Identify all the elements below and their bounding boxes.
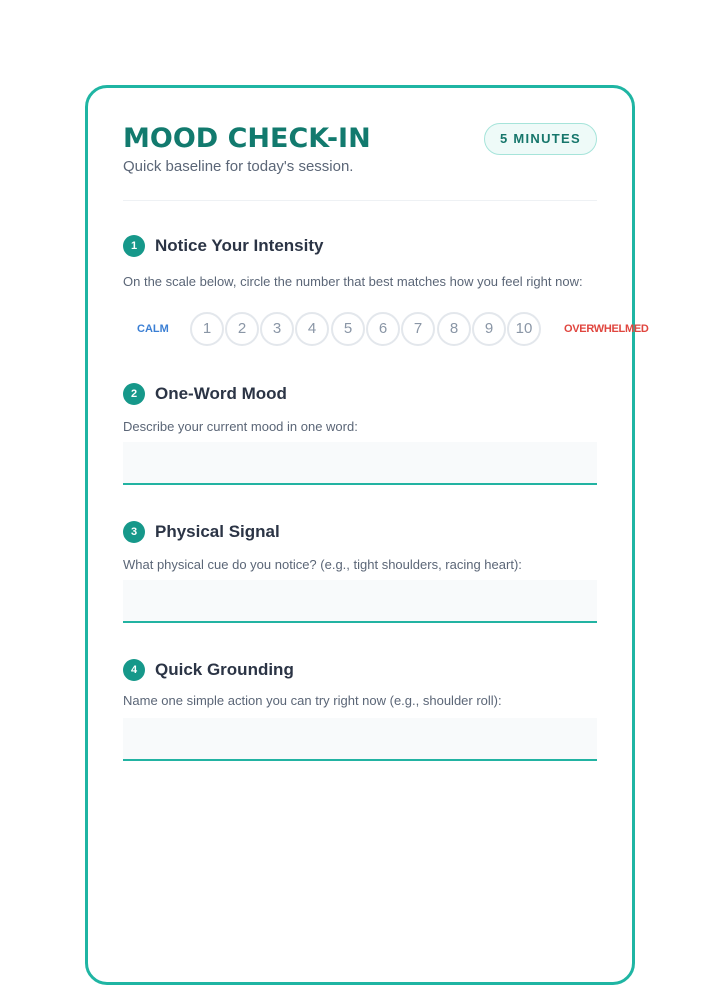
scale-option-7[interactable]: 7 [401, 312, 435, 346]
section-title: Notice Your Intensity [155, 236, 324, 255]
step-number-badge: 2 [123, 383, 145, 405]
grounding-action-answer-field[interactable] [123, 718, 597, 761]
worksheet-header [123, 122, 597, 201]
scale-option-9[interactable]: 9 [472, 312, 506, 346]
page-subtitle: Quick baseline for today's session. [123, 158, 354, 175]
section-title: Quick Grounding [155, 660, 294, 679]
section-header [123, 382, 597, 406]
section-quick-grounding [123, 658, 597, 708]
section-title: Physical Signal [155, 522, 280, 541]
step-number-badge: 3 [123, 521, 145, 543]
step-number-badge: 1 [123, 235, 145, 257]
duration-badge: 5 MINUTES [484, 123, 597, 155]
scale-option-1[interactable]: 1 [190, 312, 224, 346]
scale-high-label: OVERWHELMED [564, 323, 649, 335]
scale-option-4[interactable]: 4 [295, 312, 329, 346]
scale-option-3[interactable]: 3 [260, 312, 294, 346]
section-intensity [123, 234, 649, 337]
scale-option-6[interactable]: 6 [366, 312, 400, 346]
page-title: MOOD CHECK-IN [123, 123, 371, 154]
section-physical-signal [123, 520, 597, 572]
section-prompt: Name one simple action you can try right now (e.g., shoulder roll): [123, 693, 502, 708]
step-number-badge: 4 [123, 659, 145, 681]
physical-cue-answer-field[interactable] [123, 580, 597, 623]
section-title: One-Word Mood [155, 384, 287, 403]
section-prompt: On the scale below, circle the number that best matches how you feel right now: [123, 274, 583, 289]
scale-option-8[interactable]: 8 [437, 312, 471, 346]
intensity-scale [123, 312, 649, 348]
section-header [123, 658, 597, 682]
scale-option-2[interactable]: 2 [225, 312, 259, 346]
scale-low-label: CALM [137, 323, 169, 335]
scale-option-10[interactable]: 10 [507, 312, 541, 346]
section-header [123, 234, 597, 258]
scale-option-5[interactable]: 5 [331, 312, 365, 346]
section-one-word-mood [123, 382, 597, 434]
section-prompt: Describe your current mood in one word: [123, 419, 358, 434]
mood-answer-field[interactable] [123, 442, 597, 485]
section-header [123, 520, 597, 544]
section-prompt: What physical cue do you notice? (e.g., tight shoulders, racing heart): [123, 557, 522, 572]
